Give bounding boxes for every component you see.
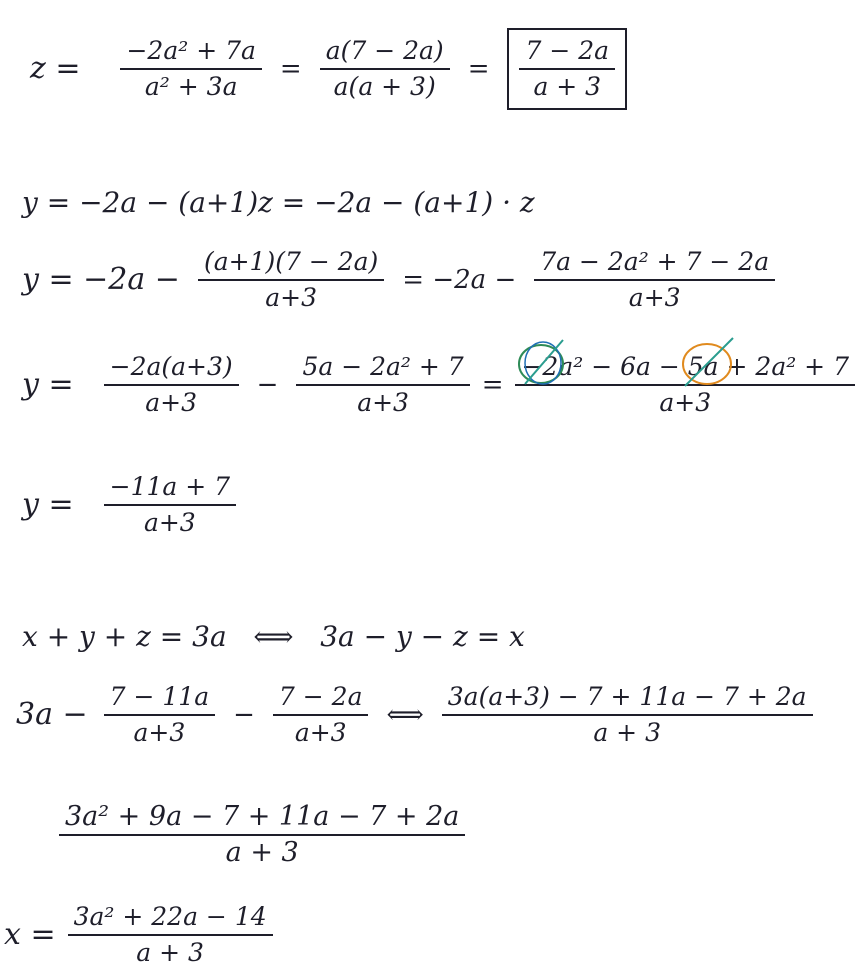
y2-f2-numerator: 7a − 2a² + 7 − 2a (540, 247, 770, 276)
y4-denominator: a+3 (143, 507, 196, 537)
z-fraction-2 (320, 34, 450, 104)
y-equation-line-4 (22, 470, 240, 540)
y2-middle: = −2a − (402, 264, 517, 295)
y4-lhs: y = (22, 487, 74, 523)
y2-fraction-1 (198, 245, 384, 315)
x3-denominator: a + 3 (225, 836, 299, 868)
y3-fraction-2 (296, 350, 469, 420)
y3-fraction-3 (515, 350, 855, 420)
y3-fraction-1 (104, 350, 239, 420)
x-equation-line-3 (55, 800, 469, 870)
x4-fraction (68, 900, 273, 970)
equals-sign: = (467, 53, 490, 84)
y2-f1-denominator: a+3 (265, 282, 317, 312)
equals-sign: = (481, 369, 504, 400)
x2-f2-numerator: 7 − 2a (278, 682, 363, 711)
y4-fraction (104, 470, 236, 540)
y2-lhs: y = −2a − (22, 262, 180, 298)
y2-fraction-2 (534, 245, 775, 315)
x2-f3-denominator: a + 3 (593, 717, 661, 747)
x2-f1-denominator: a+3 (133, 717, 186, 747)
x-line-1-text: x + y + z = 3a ⟺ 3a − y − z = x (22, 620, 525, 653)
y-equation-line-3 (22, 350, 859, 420)
z-boxed-result (507, 28, 627, 110)
x2-fraction-1 (104, 680, 215, 750)
z-f2-numerator: a(7 − 2a) (325, 36, 444, 65)
x2-fraction-3 (442, 680, 813, 750)
teal-slash (685, 338, 733, 386)
y2-f1-numerator: (a+1)(7 − 2a) (203, 247, 379, 276)
y3-lhs: y = (22, 367, 74, 403)
y2-f2-denominator: a+3 (628, 282, 681, 312)
z-fraction-1 (120, 34, 261, 104)
y-line-1-text: y = −2a − (a+1)z = −2a − (a+1) · z (22, 186, 535, 219)
minus-sign: − (256, 369, 279, 400)
y3-f3-denominator: a+3 (659, 387, 712, 417)
cancel-marks (515, 336, 775, 396)
z-equation-line (30, 28, 631, 110)
z-f1-denominator: a² + 3a (144, 71, 238, 101)
x-equation-line-1 (22, 620, 525, 653)
x2-fraction-2 (273, 680, 369, 750)
y3-f2-numerator: 5a − 2a² + 7 (302, 352, 464, 381)
x3-fraction (59, 800, 465, 870)
x4-lhs: x = (4, 917, 56, 953)
y-equation-line-2 (22, 245, 779, 315)
x-equation-line-2 (16, 680, 817, 750)
z-result-denominator: a + 3 (533, 71, 602, 101)
x4-numerator: 3a² + 22a − 14 (73, 902, 267, 931)
minus-sign: − (233, 699, 255, 730)
y3-f3-numerator: −2a² − 6a − 5a + 2a² + 7 (521, 352, 849, 381)
equivalence-arrow: ⟺ (386, 699, 424, 730)
x2-lhs: 3a − (16, 697, 88, 733)
x3-numerator: 3a² + 9a − 7 + 11a − 7 + 2a (65, 801, 460, 832)
z-f2-denominator: a(a + 3) (333, 71, 436, 101)
z-f1-numerator: −2a² + 7a (126, 36, 256, 65)
equals-sign: = (279, 53, 302, 84)
x4-denominator: a + 3 (136, 937, 204, 967)
y-equation-line-1 (22, 186, 535, 219)
x-equation-line-4 (4, 900, 277, 970)
y4-numerator: −11a + 7 (109, 472, 231, 501)
x2-f1-numerator: 7 − 11a (109, 682, 210, 711)
z-lhs: z = (30, 51, 81, 87)
x2-f2-denominator: a+3 (294, 717, 347, 747)
x2-f3-numerator: 3a(a+3) − 7 + 11a − 7 + 2a (447, 682, 807, 711)
y3-f2-denominator: a+3 (357, 387, 409, 417)
y3-f1-denominator: a+3 (145, 387, 198, 417)
y3-f1-numerator: −2a(a+3) (109, 352, 233, 381)
z-result-numerator: 7 − 2a (525, 36, 610, 65)
